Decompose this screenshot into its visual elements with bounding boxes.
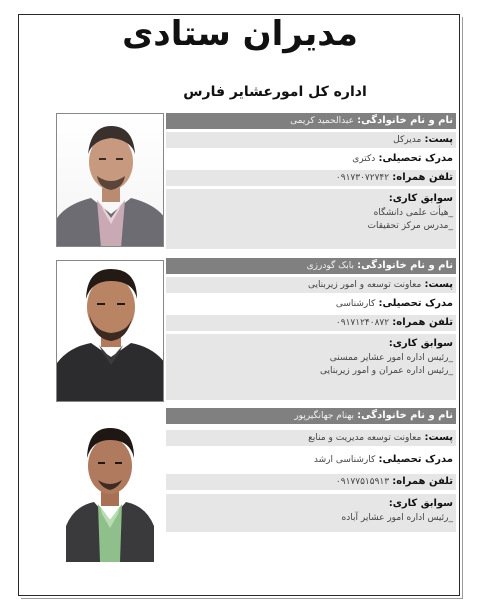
degree-row <box>166 452 456 468</box>
name-label: نام و نام خانوادگی: <box>357 260 453 271</box>
manager-photo-3 <box>56 408 164 562</box>
manager-info-2 <box>166 258 456 404</box>
manager-card-1 <box>56 113 460 253</box>
degree-label: مدرک تحصیلی: <box>378 454 453 465</box>
position-label: پست: <box>424 432 453 443</box>
degree-value: کارشناسی <box>335 299 376 309</box>
degree-row <box>166 296 456 312</box>
history-label: سوابق کاری: <box>388 193 453 204</box>
position-value: معاونت توسعه و امور زیربنایی <box>307 280 422 290</box>
mobile-value: ۰۹۱۷۷۵۱۵۹۱۳ <box>335 477 390 487</box>
name-row <box>166 113 456 129</box>
mobile-label: تلفن همراه: <box>392 476 453 487</box>
history-box <box>166 189 456 249</box>
name-label: نام و نام خانوادگی: <box>357 115 453 126</box>
mobile-label: تلفن همراه: <box>392 317 453 328</box>
mobile-row <box>166 170 456 186</box>
history-box <box>166 334 456 400</box>
position-label: پست: <box>424 134 453 145</box>
mobile-value: ۰۹۱۷۱۲۴۰۸۷۲ <box>335 318 390 328</box>
position-value: معاونت توسعه مدیریت و منابع <box>308 433 422 443</box>
name-label: نام و نام خانوادگی: <box>357 410 453 421</box>
position-row <box>166 430 456 446</box>
degree-value: کارشناسی ارشد <box>313 455 376 465</box>
degree-label: مدرک تحصیلی: <box>378 298 453 309</box>
history-item: _رئیس اداره امور عشایر آباده <box>341 513 453 523</box>
portrait-icon <box>57 261 164 402</box>
history-item: _رئیس اداره امور عشایر ممسنی <box>329 353 453 363</box>
mobile-label: تلفن همراه: <box>392 172 453 183</box>
name-value: عبدالحمید کریمی <box>290 116 354 126</box>
manager-card-2 <box>56 258 460 404</box>
position-value: مدیرکل <box>393 135 422 145</box>
history-label: سوابق کاری: <box>388 338 453 349</box>
name-value: بابک گودرزی <box>306 261 354 271</box>
manager-photo-1 <box>56 113 164 247</box>
position-row <box>166 132 456 148</box>
history-box <box>166 494 456 532</box>
history-item: _هیأت علمی دانشگاه <box>373 208 453 218</box>
manager-info-3 <box>166 408 456 564</box>
mobile-value: ۰۹۱۷۳۰۷۲۷۴۲ <box>335 173 390 183</box>
history-label: سوابق کاری: <box>388 498 453 509</box>
page-subtitle: اداره کل امورعشایر فارس <box>183 84 367 100</box>
name-value: بهنام جهانگیرپور <box>294 411 354 421</box>
portrait-icon <box>57 114 164 247</box>
history-item: _رئیس اداره عمران و امور زیربنایی <box>319 366 453 376</box>
mobile-row <box>166 474 456 490</box>
degree-label: مدرک تحصیلی: <box>378 153 453 164</box>
name-row <box>166 258 456 274</box>
manager-info-1 <box>166 113 456 253</box>
manager-card-3 <box>56 408 460 564</box>
degree-row <box>166 151 456 167</box>
portrait-icon <box>56 408 164 562</box>
page-title: مدیران ستادی <box>122 14 358 54</box>
name-row <box>166 408 456 424</box>
history-item: _مدرس مرکز تحقیقات <box>367 221 453 231</box>
degree-value: دکتری <box>352 154 376 164</box>
manager-photo-2 <box>56 260 164 402</box>
position-row <box>166 277 456 293</box>
mobile-row <box>166 315 456 331</box>
position-label: پست: <box>424 279 453 290</box>
